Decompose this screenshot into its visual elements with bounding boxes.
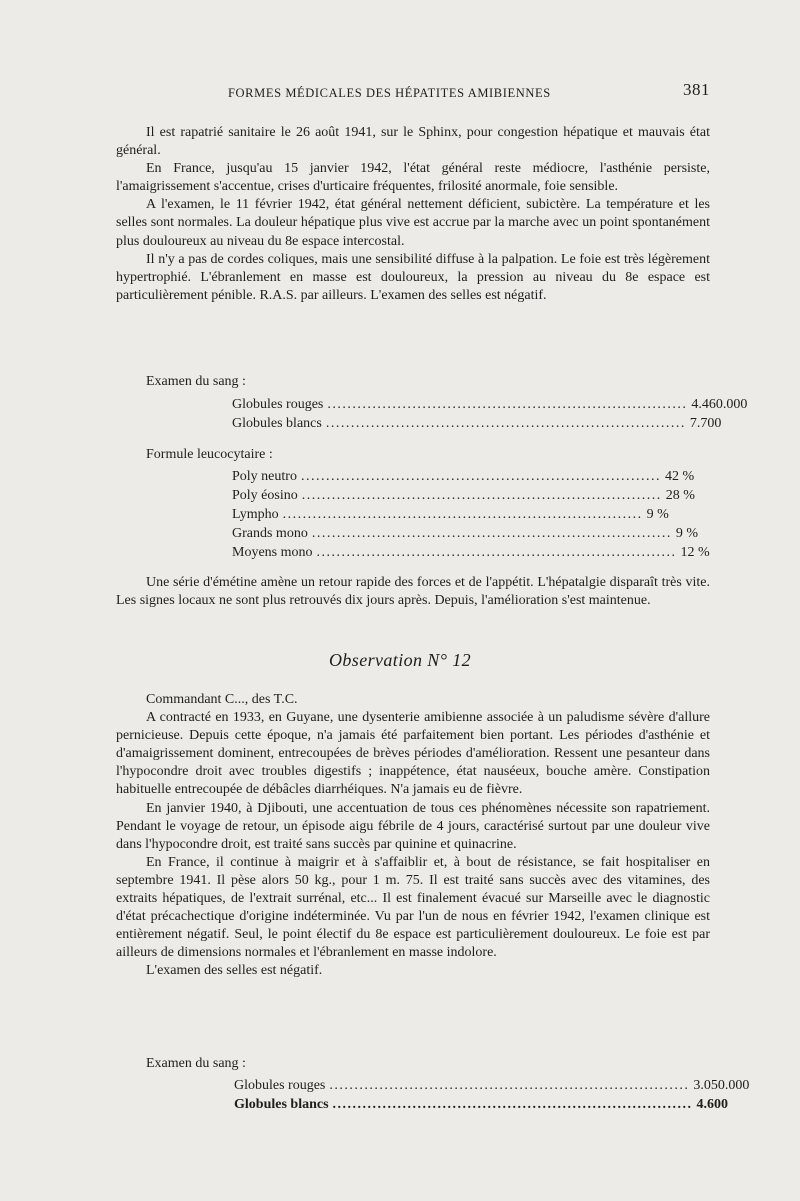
row-value: 12 % <box>680 545 710 560</box>
dot-leader: ........................................................................ <box>332 1097 693 1112</box>
row-label: Moyens mono <box>232 545 313 560</box>
paragraph: En France, jusqu'au 15 janvier 1942, l'état général reste médiocre, l'asthénie persiste, l'amaigrissement s'accentue, crises d'urticaire fréquentes, frilosité anormale, foie sensible. <box>116 161 710 195</box>
observation-title: Observation N° 12 <box>329 650 471 670</box>
blood-exam-label: Examen du sang : <box>146 1056 246 1071</box>
row-label: Globules blancs <box>234 1097 329 1112</box>
header-title: FORMES MÉDICALES DES HÉPATITES AMIBIENNES <box>228 86 551 100</box>
row-value: 42 % <box>664 469 695 484</box>
blood-count-row <box>234 1078 750 1097</box>
dot-leader: ........................................................................ <box>300 469 661 484</box>
dot-leader: ........................................................................ <box>325 416 686 431</box>
formula-row <box>232 545 710 564</box>
row-value: 4.460.000 <box>691 397 748 412</box>
dot-leader: ........................................................................ <box>329 1078 690 1093</box>
paragraph: A contracté en 1933, en Guyane, une dysenterie amibienne associée à un paludisme sévère d'allure pernicieuse. Depuis cette époque, n'a jamais été parfaitement bien portant. Les périodes d'asthénie et d'amaigrissement dominent, entrecoupées de brèves périodes d'amélioration. Ressent une pesanteur dans l'hypocondre droit avec troubles digestifs ; inappétence, état nauséeux, bouche amère. Constipation habituelle entrecoupée de débâcles diarrhéiques. N'a jamais eu de fièvre. <box>116 710 710 798</box>
leukocyte-formula-list <box>232 469 710 564</box>
row-value: 3.050.000 <box>693 1078 750 1093</box>
dot-leader: ........................................................................ <box>282 507 643 522</box>
paragraph: A l'examen, le 11 février 1942, état général nettement déficient, subictère. La température et les selles sont normales. La douleur hépatique plus vive est accrue par la marche avec un point spontanément plus douloureux au niveau du 8e espace intercostal. <box>116 197 710 249</box>
row-label: Poly neutro <box>232 469 297 484</box>
row-label: Globules blancs <box>232 416 322 431</box>
dot-leader: ........................................................................ <box>316 545 677 560</box>
page-number: 381 <box>683 80 710 99</box>
case-history-text <box>116 124 710 305</box>
row-value: 28 % <box>665 488 695 503</box>
treatment-outcome-text <box>116 574 710 610</box>
formula-row <box>232 469 695 488</box>
paragraph: Il n'y a pas de cordes coliques, mais une sensibilité diffuse à la palpation. Le foie est très légèrement hypertrophié. L'ébranlement en masse est douloureux, la pression au niveau du 8e espace est particulièrement pénible. R.A.S. par ailleurs. L'examen des selles est négatif. <box>116 251 710 303</box>
row-value: 9 % <box>675 526 698 541</box>
blood-exam-label: Examen du sang : <box>146 374 246 389</box>
row-value: 7.700 <box>689 416 722 431</box>
paragraph: En janvier 1940, à Djibouti, une accentuation de tous ces phénomènes nécessite son rapatriement. Pendant le voyage de retour, un épisode aigu fébrile de 4 jours, caractérisé surtout par une douleur vive dans l'hypocondre droit, est traité sans succès par quinine et quinacrine. <box>116 800 710 852</box>
paragraph: Une série d'émétine amène un retour rapide des forces et de l'appétit. L'hépatalgie disparaît très vite. Les signes locaux ne sont plus retrouvés dix jours après. Depuis, l'amélioration s'est maintenue. <box>116 575 710 609</box>
formula-row <box>232 507 669 526</box>
paragraph: Il est rapatrié sanitaire le 26 août 1941, sur le Sphinx, pour congestion hépatique et mauvais état général. <box>116 125 710 159</box>
observation-subject: Commandant C..., des T.C. <box>146 692 298 707</box>
formula-row <box>232 488 695 507</box>
dot-leader: ........................................................................ <box>327 397 688 412</box>
observation-text <box>116 691 710 981</box>
row-label: Globules rouges <box>232 397 324 412</box>
formula-row <box>232 526 698 545</box>
paragraph: L'examen des selles est négatif. <box>146 963 323 979</box>
running-header <box>228 80 710 104</box>
blood-count-list <box>234 1078 750 1116</box>
paragraph: En France, il continue à maigrir et à s'affaiblir et, à bout de résistance, se fait hospitaliser en septembre 1941. Il pèse alors 50 kg., pour 1 m. 75. Il est traité sans succès avec des vitamines, des extraits hépatiques, de l'extrait surrénal, etc... Il est finalement évacué sur Marseille avec le diagnostic d'état précachectique d'origine indéterminée. Vu par l'un de nous en février 1942, l'examen clinique est entièrement négatif. Seul, le point électif du 8e espace est particulièrement douloureux. Le foie est par ailleurs de dimensions normales et l'ébranlement en masse indolore. <box>116 854 710 961</box>
leukocyte-formula-label: Formule leucocytaire : <box>146 447 273 462</box>
blood-count-row <box>234 1097 729 1116</box>
blood-count-list <box>232 397 748 435</box>
row-label: Grands mono <box>232 526 308 541</box>
row-label: Globules rouges <box>234 1078 326 1093</box>
row-label: Lympho <box>232 507 279 522</box>
dot-leader: ........................................................................ <box>301 488 662 503</box>
blood-count-row <box>232 416 722 435</box>
row-value: 9 % <box>646 507 669 522</box>
dot-leader: ........................................................................ <box>311 526 672 541</box>
row-value: 4.600 <box>696 1097 729 1112</box>
blood-count-row <box>232 397 748 416</box>
row-label: Poly éosino <box>232 488 298 503</box>
